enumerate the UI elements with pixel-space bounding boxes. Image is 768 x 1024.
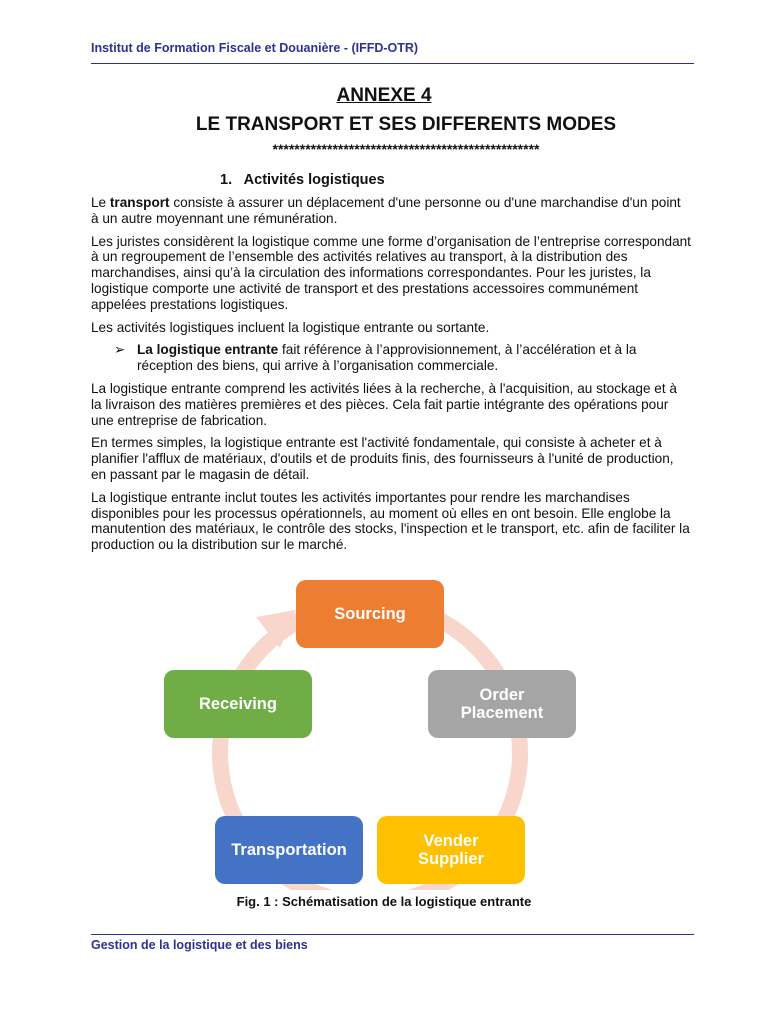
header-text: Institut de Formation Fiscale et Douanière - (IFFD-OTR) (91, 41, 419, 55)
order-placement-label (461, 686, 544, 722)
transportation-label: Transportation (231, 841, 347, 859)
order-placement-box (428, 670, 576, 738)
section-title: Activités logistiques (243, 172, 385, 188)
body-text (91, 195, 691, 560)
page-title: ANNEXE 4 (336, 85, 432, 106)
paragraph-activites: Les activités logistiques incluent la logistique entrante ou sortante. (91, 319, 490, 335)
receiving-box (164, 670, 312, 738)
bold-term-logistique-entrante: La logistique entrante (137, 342, 279, 358)
footer-rule (91, 934, 694, 935)
logistics-cycle-diagram (150, 570, 590, 890)
paragraph-inclut: La logistique entrante inclut toutes les activités importantes pour rendre les marchandises disponibles pour les processus opérationnels, au moment où elles en ont besoin. Elle englobe la manutention des matériaux, le contrôle des stocks, l'inspection et le transport, etc. afin de faciliter la production ou la distribution sur le marché. (91, 489, 690, 553)
vender-line1: Vender (423, 832, 479, 850)
paragraph-juristes: Les juristes considèrent la logistique comme une forme d’organisation de l’entreprise correspondant à un regroupement de l’ensemble des activités relatives au transport, à la distribution des marchandises, ainsi qu’à la circulation des informations correspondantes. Pour les juristes, la logistique comporte une activité de transport et des prestations accessoires communément appelées prestations logistiques. (91, 233, 691, 312)
order-line2: Placement (460, 704, 544, 722)
receiving-label: Receiving (199, 695, 277, 713)
vender-supplier-box (377, 816, 525, 884)
page-subtitle: LE TRANSPORT ET SES DIFFERENTS MODES (195, 114, 617, 135)
section-number: 1. (220, 172, 233, 188)
sourcing-label: Sourcing (334, 605, 406, 623)
paragraph-termes-simples: En termes simples, la logistique entrante est l'activité fondamentale, qui consiste à acheter et à planifier l'afflux de matériaux, d'outils et de produits finis, des fournisseurs à l'unité de production, en passant par le magasin de détail. (91, 435, 674, 482)
transportation-box (215, 816, 363, 884)
footer-text: Gestion de la logistique et des biens (91, 938, 308, 952)
figure-caption: Fig. 1 : Schématisation de la logistique entrante (236, 894, 532, 909)
vender-supplier-label (418, 832, 484, 868)
text-run: fait référence à l’approvisionnement, à l’accélération et à la réception des biens, qui arrive à l’organisation commerciale. (137, 342, 637, 374)
text-run: Le (91, 195, 110, 210)
bold-term-transport: transport (109, 195, 170, 210)
paragraph-comprend: La logistique entrante comprend les activités liées à la recherche, à l'acquisition, au stockage et à la livraison des matières premières et des pièces. Cela fait partie intégrante des opérations pour une entreprise de fabrication. (91, 380, 677, 428)
paragraph-transport (91, 195, 691, 227)
bullet-item (91, 342, 691, 374)
sourcing-box (296, 580, 444, 648)
header-rule (91, 63, 694, 64)
order-line1: Order (479, 686, 525, 704)
separator-stars: ************************************************* (272, 141, 540, 157)
vender-line2: Supplier (417, 850, 484, 868)
arrow-bullet-icon: ➢ (114, 342, 126, 358)
section-heading (220, 172, 385, 188)
text-run: consiste à assurer un déplacement d'une personne ou d'une marchandise d'un point à un autre moyennant une rémunération. (91, 195, 681, 226)
